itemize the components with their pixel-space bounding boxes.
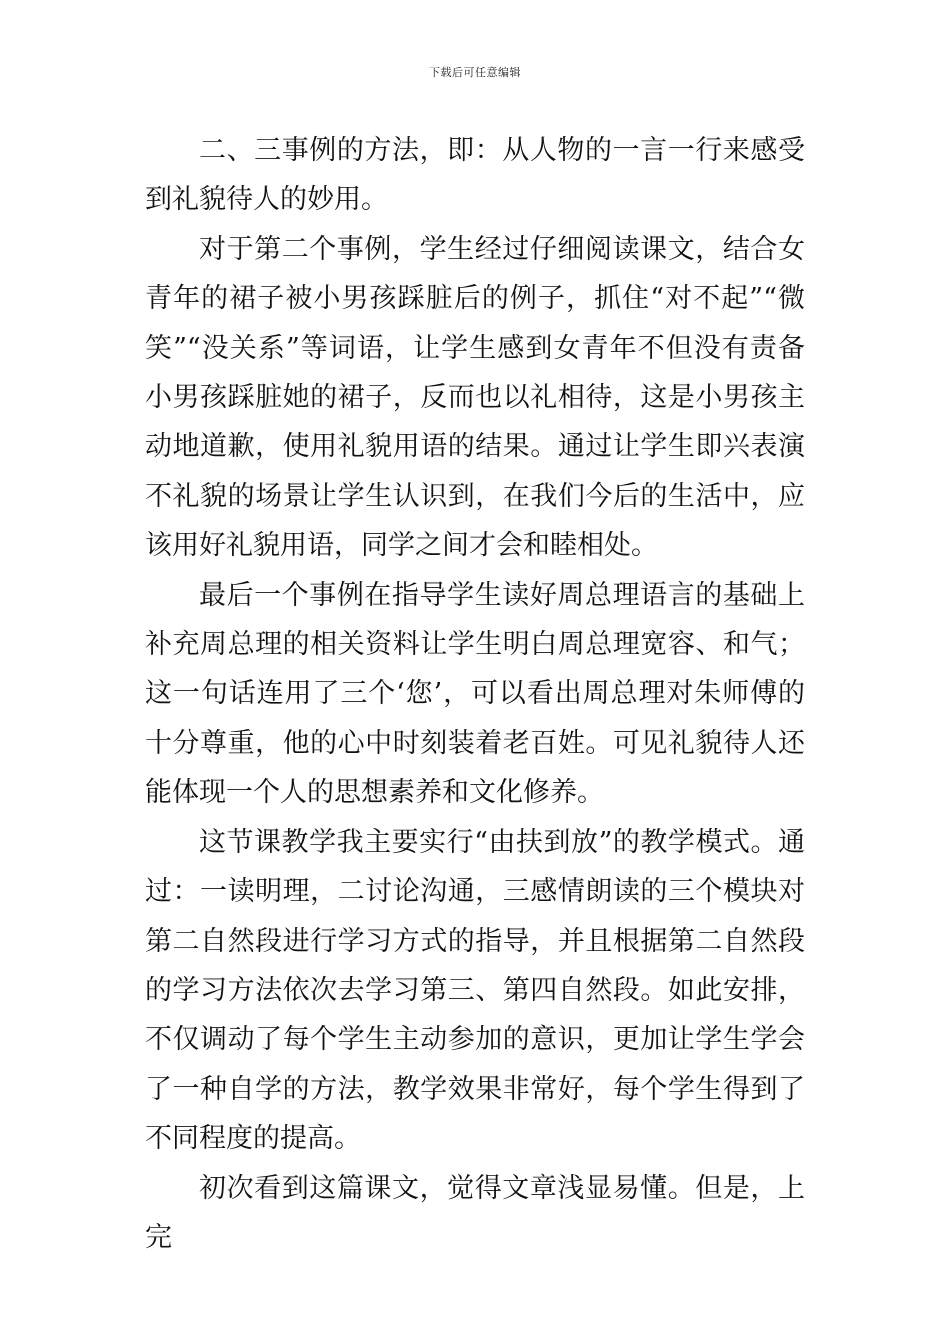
paragraph-5: 初次看到这篇课文，觉得文章浅显易懂。但是，上完	[145, 1172, 805, 1253]
paragraph-1: 二、三事例的方法，即：从人物的一言一行来感受到礼貌待人的妙用。	[145, 135, 805, 216]
page-header: 下载后可任意编辑	[429, 66, 521, 79]
document-body	[145, 126, 805, 1262]
paragraph-3: 最后一个事例在指导学生读好周总理语言的基础上补充周总理的相关资料让学生明白周总理宽容、和气；这一句话连用了三个‘您’，可以看出周总理对朱师傅的十分尊重，他的心中时刻装着老百姓。可见礼貌待人还能体现一个人的思想素养和文化修养。	[145, 579, 805, 809]
paragraph-2: 对于第二个事例，学生经过仔细阅读课文，结合女青年的裙子被小男孩踩脏后的例子，抓住“对不起”“微笑”“没关系”等词语，让学生感到女青年不但没有责备小男孩踩脏她的裙子，反而也以礼相待，这是小男孩主动地道歉，使用礼貌用语的结果。通过让学生即兴表演不礼貌的场景让学生认识到，在我们今后的生活中，应该用好礼貌用语，同学之间才会和睦相处。	[145, 233, 805, 562]
paragraph-4: 这节课教学我主要实行“由扶到放”的教学模式。通过：一读明理，二讨论沟通，三感情朗读的三个模块对第二自然段进行学习方式的指导，并且根据第二自然段的学习方法依次去学习第三、第四自然段。如此安排，不仅调动了每个学生主动参加的意识，更加让学生学会了一种自学的方法，教学效果非常好，每个学生得到了不同程度的提高。	[145, 826, 805, 1155]
